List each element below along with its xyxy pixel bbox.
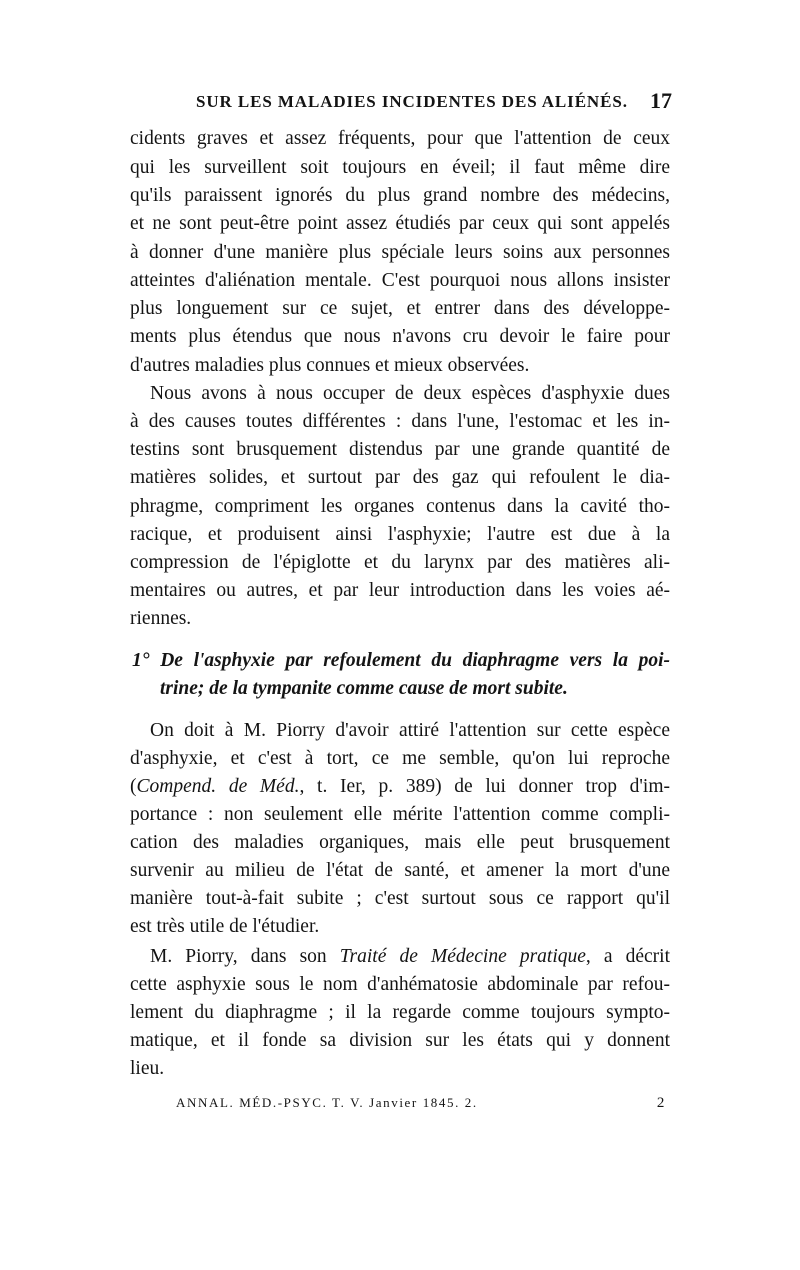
text-line: racique, et produisent ainsi l'asphyxie; l'autre est due à la (130, 524, 670, 545)
text-line: Nous avons à nous occuper de deux espèces d'asphyxie dues (150, 383, 670, 404)
citation-rest: , t. Ier, p. 389) de lui donner trop d'im- (299, 776, 670, 797)
page-footer (176, 1095, 666, 1119)
text-line: On doit à M. Piorry d'avoir attiré l'attention sur cette espèce (150, 720, 670, 741)
text-line: manière tout-à-fait subite ; c'est surtout sous ce rapport qu'il (130, 888, 670, 909)
book-title: Traité de Médecine pratique (339, 946, 586, 967)
text-line: phragme, compriment les organes contenus dans la cavité tho- (130, 496, 670, 517)
text-line: est très utile de l'étudier. (130, 916, 320, 937)
text-line: qui les surveillent soit toujours en éveil; il faut même dire (130, 157, 670, 178)
text-line: lieu. (130, 1058, 165, 1079)
footer-imprint: ANNAL. MÉD.-PSYC. T. V. Janvier 1845. 2. (176, 1095, 478, 1110)
text-line: à donner d'une manière plus spéciale leurs soins aux personnes (130, 242, 670, 263)
running-title: SUR LES MALADIES INCIDENTES DES ALIÉNÉS. (196, 92, 628, 111)
signature-mark: 2 (656, 1095, 666, 1111)
text-line: et ne sont peut-être point assez étudiés par ceux qui sont appelés (130, 213, 670, 234)
text-line: d'autres maladies plus connues et mieux observées. (130, 355, 530, 376)
text-line: mentaires ou autres, et par leur introduction dans les voies aé- (130, 580, 670, 601)
text-line: matières solides, et surtout par des gaz qui refoulent le dia- (130, 467, 670, 488)
text-line: cidents graves et assez fréquents, pour que l'attention de ceux (130, 128, 670, 149)
text-line: testins sont brusquement distendus par une grande quantité de (130, 439, 670, 460)
section-heading-continued: trine; de la tympanite comme cause de mort subite. (160, 678, 568, 699)
text-line: qu'ils paraissent ignorés du plus grand nombre des médecins, (130, 185, 670, 206)
citation-open-paren: ( (130, 776, 137, 797)
text-line: portance : non seulement elle mérite l'attention comme compli- (130, 804, 670, 825)
text-line: d'asphyxie, et c'est à tort, ce me semble, qu'on lui reproche (130, 748, 670, 769)
citation-title: Compend. de Méd. (136, 776, 300, 797)
text-segment: , a décrit (585, 946, 671, 967)
text-line: survenir au milieu de l'état de santé, et amener la mort d'une (130, 860, 670, 881)
section-heading: 1° De l'asphyxie par refoulement du diaphragme vers la poi- (132, 650, 670, 671)
text-line: plus longuement sur ce sujet, et entrer dans des développe- (130, 298, 670, 319)
text-line: lement du diaphragme ; il la regarde comme toujours sympto- (130, 1002, 670, 1023)
text-line: ments plus étendus que nous n'avons cru devoir le faire pour (130, 326, 670, 347)
text-line: à des causes toutes différentes : dans l'une, l'estomac et les in- (130, 411, 670, 432)
text-line: cette asphyxie sous le nom d'anhématosie abdominale par refou- (130, 974, 670, 995)
page-header (130, 88, 672, 122)
text-line: atteintes d'aliénation mentale. C'est pourquoi nous allons insister (130, 270, 670, 291)
text-line: compression de l'épiglotte et du larynx par des matières ali- (130, 552, 670, 573)
text-line-with-citation (130, 774, 670, 800)
text-line-with-title (150, 944, 670, 970)
text-line: matique, et il fonde sa division sur les états qui y donnent (130, 1030, 670, 1051)
text-line: cation des maladies organiques, mais elle peut brusquement (130, 832, 670, 853)
text-segment: M. Piorry, dans son (150, 946, 340, 967)
page-number: 17 (650, 88, 672, 113)
text-line: riennes. (130, 608, 192, 629)
